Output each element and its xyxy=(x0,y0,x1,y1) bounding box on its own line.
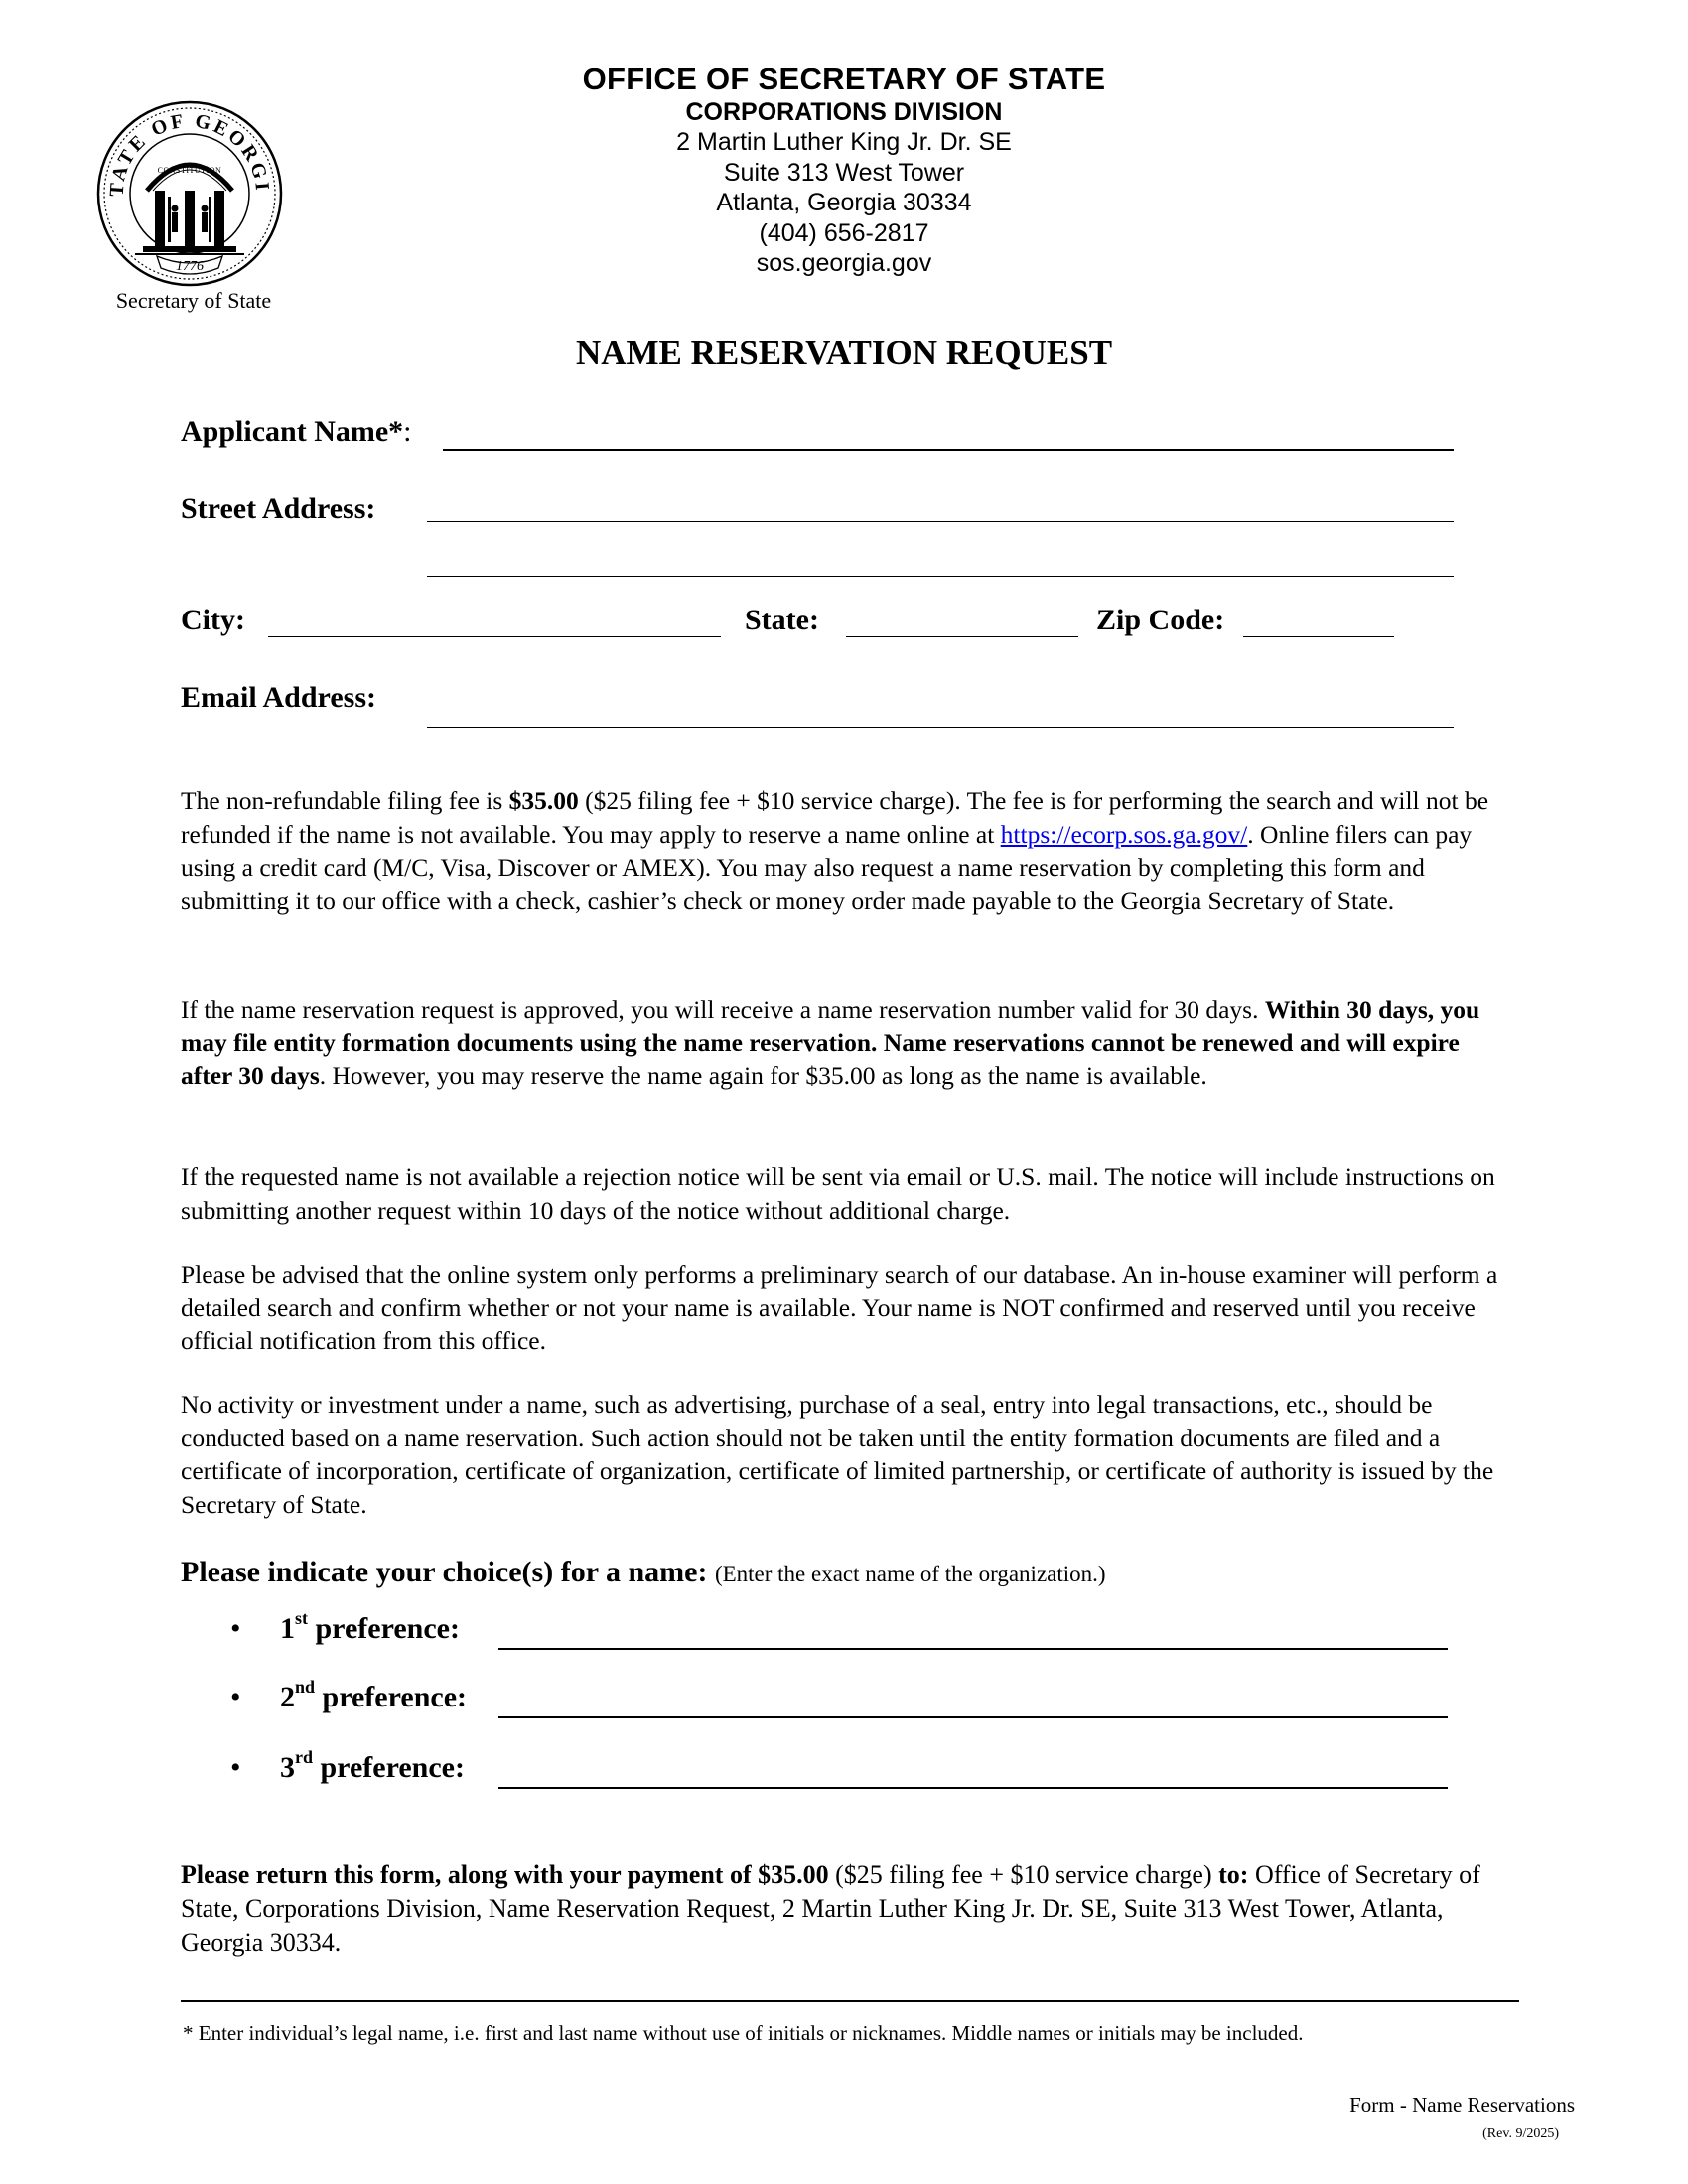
first-preference-label: 1st preference: xyxy=(280,1608,460,1645)
email-address-label: Email Address: xyxy=(181,681,376,714)
applicant-name-label: Applicant Name*: xyxy=(181,415,412,448)
footnote: * Enter individual’s legal name, i.e. first and last name without use of initials or nicknames. Middle names or initials may be included. xyxy=(183,2021,1304,2045)
zip-code-label: Zip Code: xyxy=(1096,604,1225,636)
second-preference-label: 2nd preference: xyxy=(280,1677,468,1713)
division-name: CORPORATIONS DIVISION xyxy=(685,98,1003,126)
no-activity-paragraph: No activity or investment under a name, such as advertising, purchase of a seal, entry into legal transactions, etc., should be conducted based on a name reservation. Such action should not be taken until the entity formation documents are filed and a certificate of incorporation, certificate of organization, certificate of limited partnership, or certificate of authority is issued by the Secretary of State. xyxy=(181,1390,1494,1519)
city-input[interactable] xyxy=(272,606,717,635)
state-line xyxy=(846,636,1078,637)
fee-paragraph: The non-refundable filing fee is $35.00 ($25 filing fee + $10 service charge). The fee is for performing the search and will not be refunded if the name is not available. You may apply to reserve a name online at https://ecorp.sos.ga.gov/. Online filers can pay using a credit card (M/C, Visa, Discover or AMEX). You may also request a name reservation by completing this form and submitting it to our office with a check, cashier’s check or money order made payable to the Georgia Secretary of State. xyxy=(181,786,1489,915)
first-preference-input[interactable] xyxy=(502,1616,1444,1646)
ecorp-link[interactable]: https://ecorp.sos.ga.gov/ xyxy=(1000,819,1248,849)
third-preference-label: 3rd preference: xyxy=(280,1747,465,1784)
office-title: OFFICE OF SECRETARY OF STATE xyxy=(582,62,1106,96)
return-instructions: Please return this form, along with your payment of $35.00 ($25 filing fee + $10 service charge) to: Office of Secretary of State, Corporations Division, Name Reservation Request, 2 Martin Luther King Jr. Dr. SE, Suite 313 West Tower, Atlanta, Georgia 30334. xyxy=(181,1860,1480,1957)
website: sos.georgia.gov xyxy=(756,249,932,277)
office-header xyxy=(0,62,1688,279)
preliminary-search-paragraph: Please be advised that the online system only performs a preliminary search of our database. An in-house examiner will perform a detailed search and confirm whether or not your name is available. Your name is NOT confirmed and reserved until you receive official notification from this office. xyxy=(181,1260,1498,1355)
street-address-input-1[interactable] xyxy=(431,490,1450,520)
phone-number: (404) 656-2817 xyxy=(759,218,929,247)
second-preference-input[interactable] xyxy=(502,1685,1444,1714)
bullet-icon: • xyxy=(230,1612,241,1645)
svg-text:1776: 1776 xyxy=(176,259,204,274)
seal-caption: Secretary of State xyxy=(115,288,272,313)
state-label: State: xyxy=(745,604,819,636)
third-preference-input[interactable] xyxy=(502,1755,1444,1785)
approval-paragraph: If the name reservation request is approved, you will receive a name reservation number valid for 30 days. Within 30 days, you may file entity formation documents using the name reservation. Name reservations cannot be renewed and will expire after 30 days. However, you may reserve the name again for $35.00 as long as the name is available. xyxy=(181,995,1480,1090)
second-preference-line xyxy=(498,1716,1448,1718)
revision-date: (Rev. 9/2025) xyxy=(1482,2126,1559,2141)
city-line xyxy=(268,636,721,637)
zip-code-input[interactable] xyxy=(1247,606,1390,635)
street-address-line-2 xyxy=(427,576,1454,577)
bullet-icon: • xyxy=(230,1681,241,1713)
third-preference-line xyxy=(498,1787,1448,1789)
city-label: City: xyxy=(181,604,245,636)
street-address-line-1 xyxy=(427,521,1454,522)
choice-note: (Enter the exact name of the organization.) xyxy=(714,1562,1106,1586)
svg-text:CONSTITUTION: CONSTITUTION xyxy=(157,166,222,175)
email-address-line xyxy=(427,727,1454,728)
address-line: Suite 313 West Tower xyxy=(723,158,965,187)
svg-text:STATE OF GEORGIA: TATE OF GEORGI xyxy=(105,109,274,198)
choice-heading: Please indicate your choice(s) for a name: (Enter the exact name of the organization.) xyxy=(181,1556,1106,1588)
applicant-name-input[interactable] xyxy=(447,417,1450,447)
bullet-icon: • xyxy=(230,1751,241,1784)
email-address-input[interactable] xyxy=(431,695,1450,725)
street-address-label: Street Address: xyxy=(181,492,376,525)
footnote-divider xyxy=(181,2000,1519,2002)
first-preference-line xyxy=(498,1648,1448,1650)
form-title: NAME RESERVATION REQUEST xyxy=(575,334,1113,372)
state-input[interactable] xyxy=(850,606,1074,635)
zip-code-line xyxy=(1243,636,1394,637)
form-identifier: Form - Name Reservations xyxy=(1349,2093,1575,2116)
rejection-paragraph: If the requested name is not available a rejection notice will be sent via email or U.S. mail. The notice will include instructions on submitting another request within 10 days of the notice without additional charge. xyxy=(181,1162,1495,1225)
street-address-input-2[interactable] xyxy=(431,545,1450,575)
address-line: Atlanta, Georgia 30334 xyxy=(716,189,972,216)
address-line: 2 Martin Luther King Jr. Dr. SE xyxy=(676,128,1012,156)
applicant-name-line xyxy=(443,449,1454,451)
